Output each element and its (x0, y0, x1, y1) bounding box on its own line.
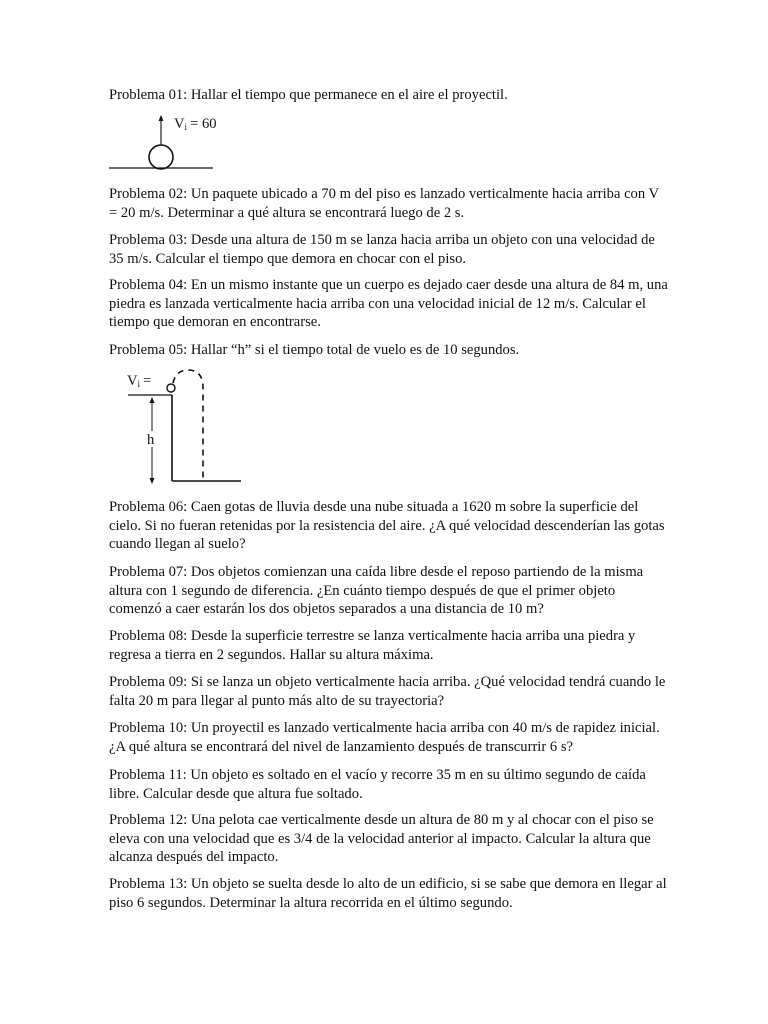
problem-08 (109, 627, 669, 664)
problem-label: Problema 09: (109, 674, 188, 690)
problem-11 (109, 766, 669, 803)
problem-12 (109, 811, 669, 867)
problem-text: En un mismo instante que un cuerpo es dejado caer desde una altura de 84 m, una piedra es lanzada verticalmente hacia arriba con una velocidad inicial de 12 m/s. Calcular el tiempo que demoran en encontrarse. (109, 277, 668, 330)
velocity-label: Vi = (127, 373, 152, 389)
height-arrow-head-top (150, 397, 155, 403)
height-arrow-head-bottom (150, 478, 155, 484)
problem-text: Un objeto es soltado en el vacío y recorre 35 m en su último segundo de caída libre. Calcular desde que altura fue soltado. (109, 767, 646, 802)
problem-09 (109, 673, 669, 710)
problem-text: Desde la superficie terrestre se lanza verticalmente hacia arriba una piedra y regresa a tierra en 2 segundos. Hallar su altura máxima. (109, 628, 636, 663)
problem-text: Caen gotas de lluvia desde una nube situada a 1620 m sobre la superficie del cielo. Si no fueran retenidas por la resistencia del aire. ¿A qué velocidad descenderían las gotas cuando llegan al suelo? (109, 499, 665, 552)
problem-label: Problema 04: (109, 277, 188, 293)
projectile-ball (167, 384, 175, 392)
problem-text: Desde una altura de 150 m se lanza hacia arriba un objeto con una velocidad de 35 m/s. Calcular el tiempo que demora en chocar con el piso. (109, 232, 655, 267)
velocity-label: Vi = 60 (174, 116, 217, 132)
figure-projectile-launch (108, 110, 238, 174)
problem-01 (109, 86, 669, 105)
problem-03 (109, 231, 669, 268)
velocity-arrow-head (159, 115, 164, 121)
problem-06 (109, 498, 669, 554)
problem-04 (109, 276, 669, 332)
problem-text: Dos objetos comienzan una caída libre desde el reposo partiendo de la misma altura con 1 segundo de diferencia. ¿En cuánto tiempo después de que el primer objeto comenzó a caer estarán los dos objetos separados a una distancia de 10 m? (109, 564, 644, 617)
problem-text: Una pelota cae verticalmente desde un altura de 80 m y al chocar con el piso se eleva con una velocidad que es 3/4 de la velocidad anterior al impacto. Calcular la altura que alcanza después del impacto. (109, 812, 654, 865)
problem-02 (109, 185, 669, 222)
projectile-ball (149, 145, 173, 169)
problem-label: Problema 02: (109, 186, 188, 202)
problem-10 (109, 719, 669, 756)
problem-label: Problema 03: (109, 232, 188, 248)
problem-label: Problema 11: (109, 767, 187, 783)
problem-label: Problema 01: (109, 87, 188, 103)
problem-label: Problema 12: (109, 812, 188, 828)
problem-text: Un paquete ubicado a 70 m del piso es lanzado verticalmente hacia arriba con V = 20 m/s. Determinar a qué altura se encontrará luego de 2 s. (109, 186, 659, 221)
height-label: h (147, 432, 155, 448)
problem-text: Hallar el tiempo que permanece en el aire el proyectil. (190, 87, 508, 103)
problem-13 (109, 875, 669, 912)
problem-text: Si se lanza un objeto verticalmente hacia arriba. ¿Qué velocidad tendrá cuando le falta 20 m para llegar al punto más alto de su trayectoria? (109, 674, 666, 709)
trajectory-dashed (173, 370, 203, 481)
problem-label: Problema 07: (109, 564, 188, 580)
problem-label: Problema 13: (109, 876, 188, 892)
problem-label: Problema 05: (109, 342, 188, 358)
problem-label: Problema 08: (109, 628, 188, 644)
figure-cliff-launch (120, 364, 250, 490)
problem-label: Problema 10: (109, 720, 188, 736)
problem-text: Un proyectil es lanzado verticalmente hacia arriba con 40 m/s de rapidez inicial. ¿A qué altura se encontrará del nivel de lanzamiento después de transcurrir 6 s? (109, 720, 660, 755)
problem-05 (109, 341, 669, 360)
problem-07 (109, 563, 669, 619)
problem-text: Hallar “h” si el tiempo total de vuelo es de 10 segundos. (190, 342, 520, 358)
problem-text: Un objeto se suelta desde lo alto de un edificio, si se sabe que demora en llegar al piso 6 segundos. Determinar la altura recorrida en el último segundo. (109, 876, 667, 911)
problem-label: Problema 06: (109, 499, 188, 515)
